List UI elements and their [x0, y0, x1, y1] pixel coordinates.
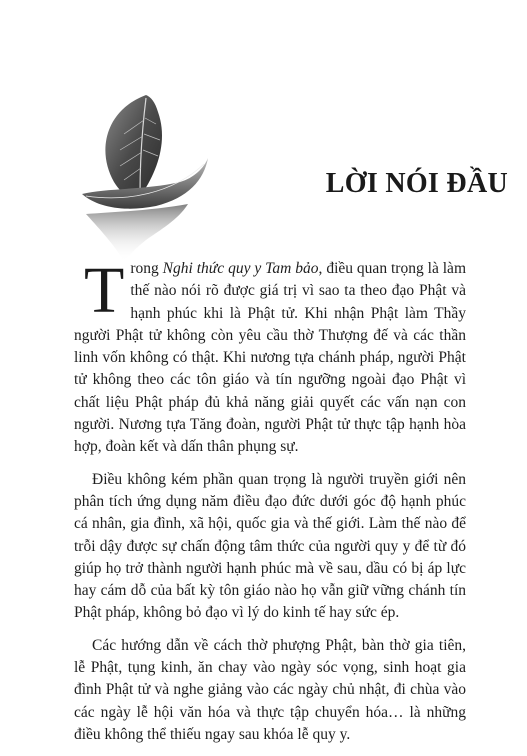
paragraph-3: Các hướng dẫn về cách thờ phượng Phật, bàn thờ gia tiên, lễ Phật, tụng kinh, ăn chay vào ngày sóc vọng, sinh hoạt gia đình Phật tử và nghe giảng vào các ngày chủ nhật, đi chùa vào các ngày lễ hội văn hóa và thực tập chuyển hóa… là những điều không thể thiếu ngay sau khóa lễ quy y.	[74, 636, 466, 743]
intro-lead: rong	[130, 260, 163, 277]
intro-paragraph	[74, 254, 466, 459]
book-title: Nghi thức quy y Tam bảo	[162, 260, 319, 277]
intro-rest: , điều quan trọng là làm thế nào nói rõ được giá trị vì sao ta theo đạo Phật và hạnh phúc khi là Phật tử. Khi nhận Phật làm Thầy người Phật tử không còn yêu cầu thờ Thượng đế và các thần linh vốn không có thật. Khi nương tựa chánh pháp, người Phật tử không theo các tôn giáo và tín ngưỡng ngoài đạo Phật vì chất liệu Phật pháp đủ khả năng giải quyết các vấn nạn con người. Nương tựa Tăng đoàn, người Phật tử thực tập hạnh hòa hợp, đoàn kết và dấn thân phụng sự.	[74, 260, 466, 456]
drop-cap: T	[84, 254, 125, 327]
page-title: LỜI NÓI ĐẦU	[325, 168, 508, 199]
leaf-boat-illustration	[76, 90, 216, 265]
paragraph-2: Điều không kém phần quan trọng là người truyền giới nên phân tích ứng dụng năm điều đạo đức dưới góc độ hạnh phúc cá nhân, gia đình, xã hội, quốc gia và thế giới. Làm thế nào để trỗi dậy được sự chấn động tâm thức của người quy y để từ đó giúp họ trở thành người hạnh phúc mà về sau, dầu có bị áp lực hay cám dỗ của bất kỳ tôn giáo nào họ vẫn giữ vững chánh tín Phật pháp, không bỏ đạo vì lý do kinh tế hay sức ép.	[74, 470, 466, 622]
body-text	[74, 254, 466, 756]
leaf-sail	[105, 95, 162, 198]
